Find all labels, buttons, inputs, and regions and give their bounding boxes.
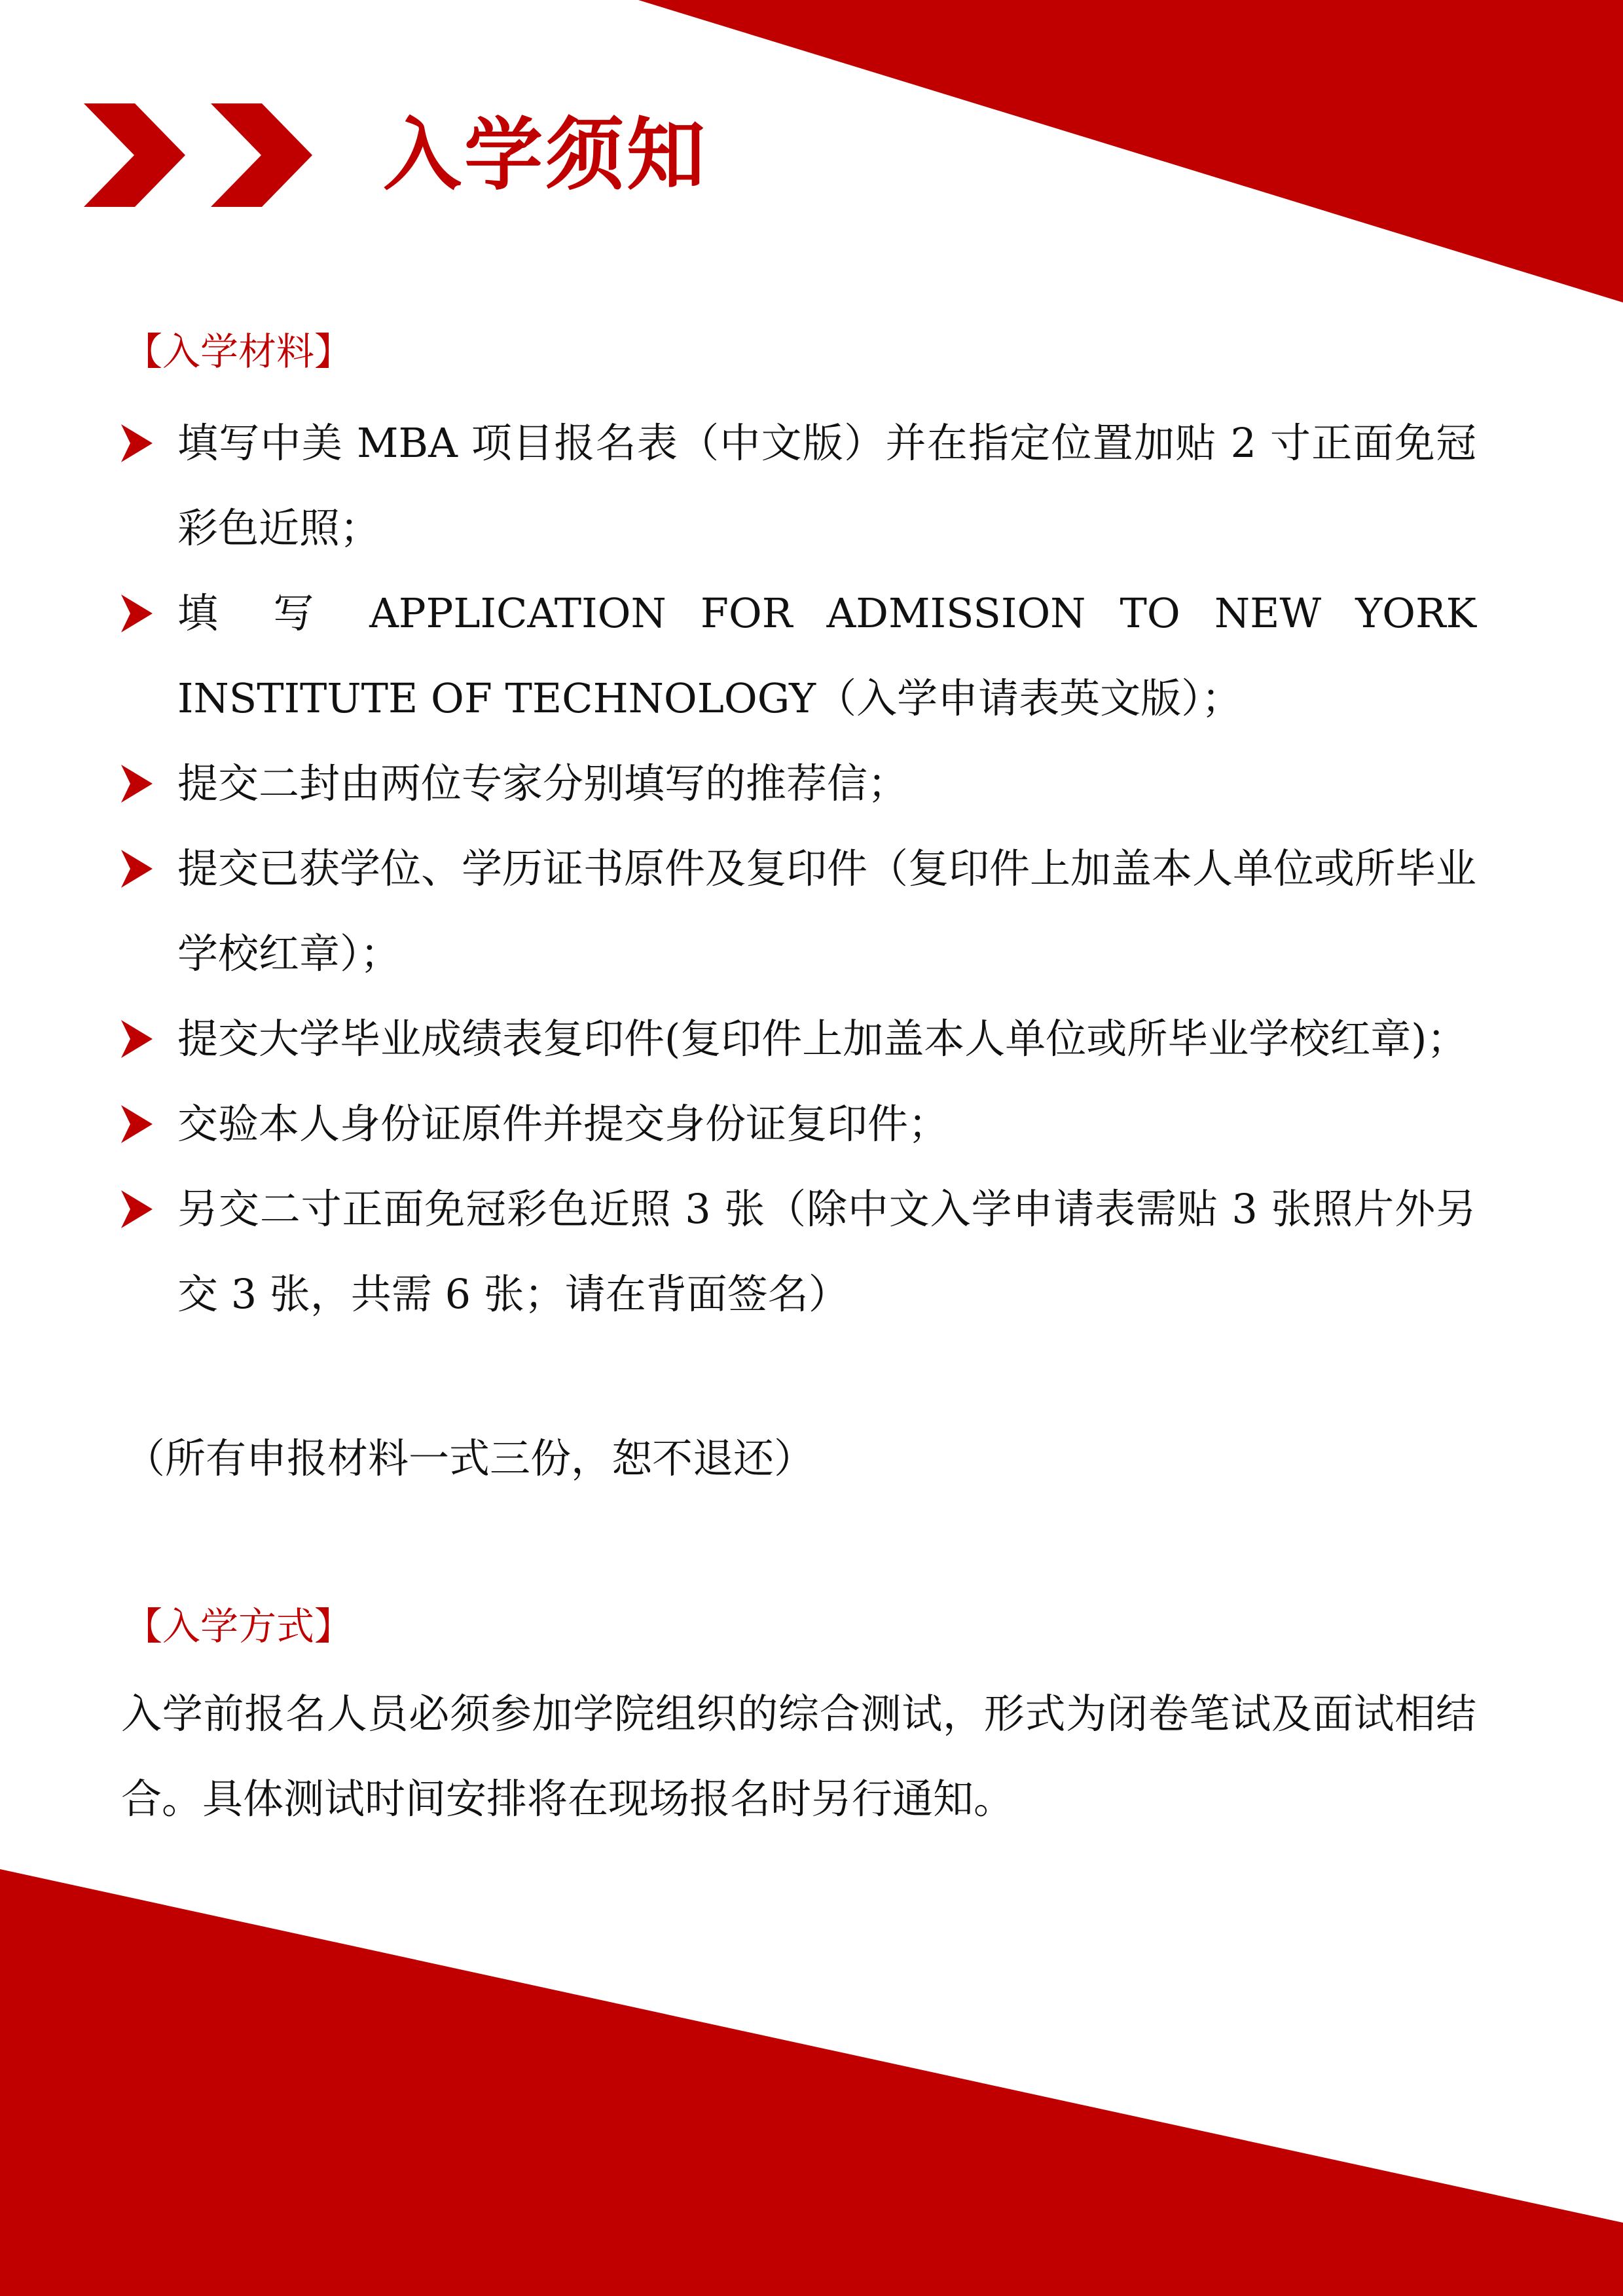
list-item-text: 提交已获学位、学历证书原件及复印件（复印件上加盖本人单位或所毕业学校红章）； [177, 845, 1477, 977]
red-arrow-bullet-icon [121, 1020, 153, 1058]
list-item-text: 交验本人身份证原件并提交身份证复印件； [177, 1100, 949, 1148]
chevron-right-icon [211, 103, 312, 207]
red-arrow-bullet-icon [121, 424, 153, 462]
admission-paragraph: 入学前报名人员必须参加学院组织的综合测试，形式为闭卷笔试及面试相结合。具体测试时间安排将在现场报名时另行通知。 [121, 1690, 1476, 1823]
list-item [121, 571, 1476, 741]
list-item [121, 1082, 1476, 1167]
bottom-red-band [0, 1869, 1623, 2296]
top-right-red-band [638, 0, 1623, 302]
materials-heading: 【入学材料】 [124, 329, 353, 374]
list-item [121, 401, 1476, 571]
list-item-text: 提交二封由两位专家分别填写的推荐信； [177, 759, 909, 807]
list-item [121, 826, 1476, 996]
page-title: 入学须知 [383, 110, 708, 201]
red-arrow-bullet-icon [121, 594, 153, 632]
chevron-right-icon [84, 103, 185, 207]
materials-note: （所有申报材料一式三份，恕不退还） [124, 1434, 815, 1482]
red-arrow-bullet-icon [121, 765, 153, 803]
red-arrow-bullet-icon [121, 850, 153, 888]
list-item [121, 741, 1476, 826]
list-item-text: 填写中美 MBA 项目报名表（中文版）并在指定位置加贴 2 寸正面免冠彩色近照； [177, 419, 1476, 552]
red-arrow-bullet-icon [121, 1190, 153, 1228]
list-item [121, 1167, 1476, 1337]
admission-heading: 【入学方式】 [124, 1604, 353, 1649]
materials-list [121, 401, 1476, 1337]
list-item-text: 填 写 APPLICATION FOR ADMISSION TO NEW YORK INSTITUTE OF TECHNOLOGY（入学申请表英文版）； [177, 589, 1476, 722]
red-arrow-bullet-icon [121, 1105, 153, 1143]
list-item-text: 提交大学毕业成绩表复印件(复印件上加盖本人单位或所毕业学校红章)； [177, 1015, 1468, 1063]
list-item [121, 996, 1476, 1082]
list-item-text: 另交二寸正面免冠彩色近照 3 张（除中文入学申请表需贴 3 张照片外另交 3 张，共需 6 张；请在背面签名） [177, 1185, 1476, 1318]
